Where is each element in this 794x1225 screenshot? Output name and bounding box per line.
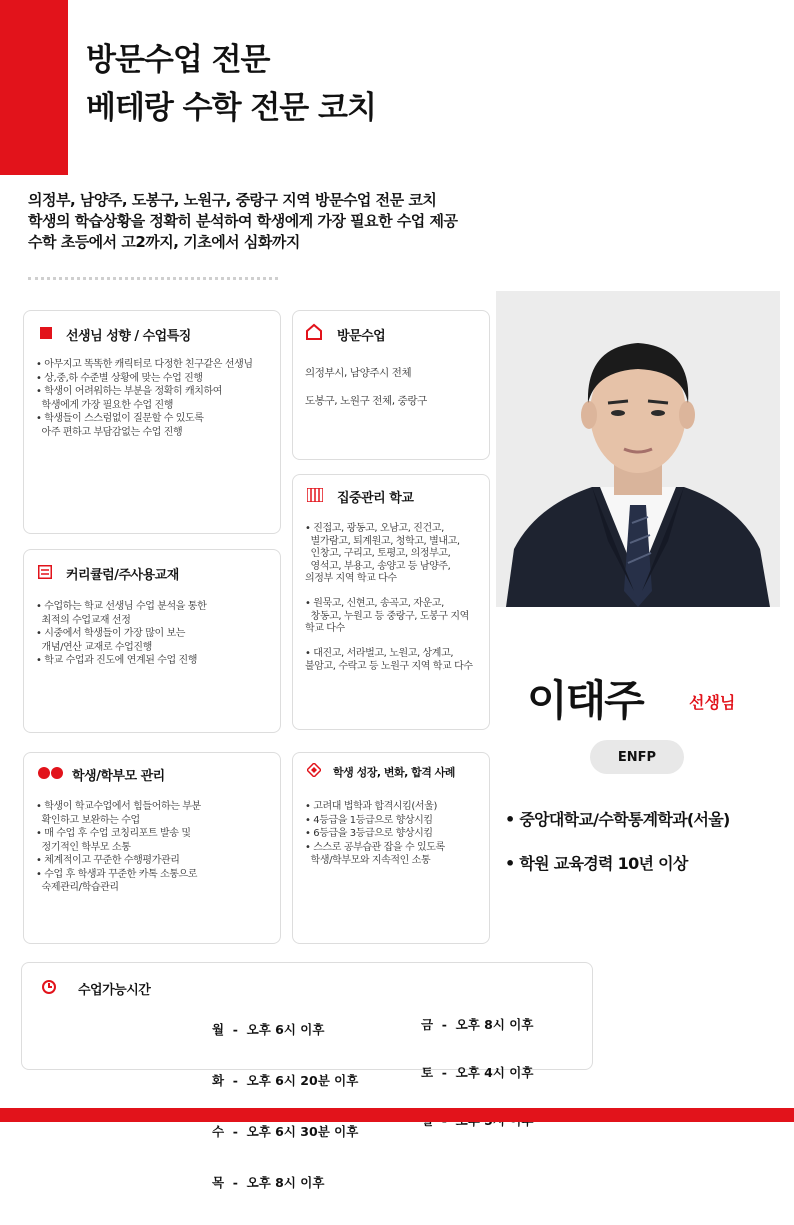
schedule-row: 토 - 오후 4시 이후	[421, 1065, 534, 1080]
card-management	[23, 752, 281, 944]
intro-line: 의정부, 남양주, 도봉구, 노원구, 중랑구 지역 방문수업 전문 코치	[28, 191, 437, 209]
list-item: 개념/연산 교재로 수업진행	[36, 641, 152, 653]
list-item: • 4등급을 1등급으로 향상시킴	[305, 814, 433, 826]
schedule-row: 월 - 오후 6시 이후	[212, 1022, 325, 1037]
footer-accent-bar	[0, 1108, 794, 1122]
title-line-1: 방문수업 전문	[86, 42, 270, 78]
list-item: • 아무지고 똑똑한 캐릭터로 다정한 친구같은 선생님	[36, 359, 253, 370]
list-item: 최적의 수업교재 선정	[36, 614, 131, 626]
list-item: • 학생이 학교수업에서 힘들어하는 부분	[36, 801, 201, 812]
list-item: 창동고, 누원고 등 중랑구, 도봉구 지역	[305, 610, 469, 622]
card-schedule	[21, 962, 593, 1190]
list-item: • 스스로 공부습관 잡을 수 있도록	[305, 841, 445, 853]
diamond-icon	[307, 763, 321, 780]
list-item: • 상,중,하 수준별 상황에 맞는 수업 진행	[36, 372, 203, 384]
list-item: 아주 편하고 부담감없는 수업 진행	[36, 426, 183, 438]
list-item: 인창고, 구리고, 토평고, 의정부고,	[305, 548, 451, 559]
list-item: • 수업 후 학생과 꾸준한 카톡 소통으로	[36, 868, 198, 880]
credential-education: • 중앙대학교/수학통계학과(서울)	[505, 810, 730, 829]
header-accent-bar	[0, 0, 68, 175]
card-list	[305, 523, 473, 673]
card-curriculum	[23, 549, 281, 733]
card-title: 집중관리 학교	[337, 491, 414, 506]
schedule-row: 금 - 오후 8시 이후	[421, 1017, 534, 1032]
list-item	[305, 586, 473, 599]
card-schools	[292, 474, 490, 730]
list-item: 학생에게 가장 필요한 수업 진행	[36, 399, 174, 411]
card-title: 수업가능시간	[78, 983, 151, 998]
teacher-title: 선생님	[689, 693, 736, 712]
list-item: 불암고, 수락고 등 노원구 지역 학교 다수	[305, 660, 473, 672]
list-item: • 고려대 법학과 합격시킴(서울)	[305, 801, 437, 812]
card-title: 방문수업	[337, 328, 386, 344]
list-item: • 원묵고, 신현고, 송곡고, 자운고,	[305, 598, 444, 609]
list-item: • 수업하는 학교 선생님 수업 분석을 통한	[36, 601, 207, 612]
schedule-row: 목 - 오후 8시 이후	[212, 1175, 325, 1190]
home-icon	[305, 323, 323, 345]
list-item: • 대진고, 서라벌고, 노원고, 상계고,	[305, 648, 454, 659]
list-item: 영석고, 부용고, 송양고 등 남양주,	[305, 560, 451, 572]
list-item: 확인하고 보완하는 수업	[36, 814, 140, 826]
square-icon	[40, 327, 52, 343]
list-item: • 시중에서 학생들이 가장 많이 보는	[36, 628, 186, 639]
card-list	[36, 800, 201, 895]
list-item: • 진접고, 광동고, 오남고, 진건고,	[305, 523, 444, 534]
card-list	[305, 359, 427, 415]
dotted-divider	[28, 277, 278, 280]
card-title: 커리큘럼/주사용교재	[66, 568, 179, 583]
card-list	[36, 358, 253, 439]
list-item: 학생/학부모와 지속적인 소통	[305, 855, 431, 866]
list-item: • 매 수업 후 수업 코칭리포트 발송 및	[36, 828, 191, 839]
list-item: 별가람고, 퇴계원고, 청학고, 별내고,	[305, 535, 460, 547]
card-list	[36, 600, 206, 668]
intro-text	[28, 190, 458, 253]
title-line-2: 베테랑 수학 전문 코치	[86, 90, 376, 126]
list-item: 도봉구, 노원구 전체, 중랑구	[305, 395, 427, 407]
schedule-row: 화 - 오후 6시 20분 이후	[212, 1073, 359, 1088]
card-list	[305, 800, 445, 868]
list-item: • 학교 수업과 진도에 연계된 수업 진행	[36, 655, 198, 666]
teacher-name: 이태주	[527, 676, 643, 725]
intro-line: 수학 초등에서 고2까지, 기초에서 심화까지	[28, 233, 300, 251]
list-item: • 학생이 어려워하는 부분을 정확히 캐치하여	[36, 386, 223, 397]
mbti-badge: ENFP	[590, 740, 684, 774]
list-item: 숙제관리/학습관리	[36, 882, 119, 893]
page-title	[86, 36, 376, 132]
list-item: • 학생들이 스스럼없이 질문할 수 있도록	[36, 413, 204, 424]
list-item	[305, 636, 473, 649]
card-cases	[292, 752, 490, 944]
clock-icon	[42, 980, 56, 998]
card-title: 선생님 성향 / 수업특징	[66, 329, 191, 344]
credential-experience: • 학원 교육경력 10년 이상	[505, 854, 688, 873]
schedule-weekend	[421, 985, 533, 1161]
card-visit	[292, 310, 490, 460]
card-teacher-style	[23, 310, 281, 534]
intro-line: 학생의 학습상황을 정확히 분석하여 학생에게 가장 필요한 수업 제공	[28, 212, 458, 230]
list-item: • 체계적이고 꾸준한 수행평가관리	[36, 855, 180, 866]
card-title: 학생 성장, 변화, 합격 사례	[333, 765, 455, 779]
schedule-weekdays	[212, 987, 358, 1225]
building-icon	[307, 488, 323, 506]
schedule-row: 수 - 오후 6시 30분 이후	[212, 1124, 359, 1139]
list-item: 정기적인 학부모 소통	[36, 841, 131, 853]
list-item: 의정부시, 남양주시 전체	[305, 367, 412, 379]
list-item: 의정부 지역 학교 다수	[305, 573, 397, 584]
two-circles-icon	[38, 767, 64, 783]
card-title: 학생/학부모 관리	[72, 769, 165, 784]
list-item: 학교 다수	[305, 623, 345, 634]
teacher-photo	[496, 291, 780, 607]
list-item: • 6등급을 3등급으로 향상시킴	[305, 828, 433, 839]
list-icon	[38, 565, 52, 583]
